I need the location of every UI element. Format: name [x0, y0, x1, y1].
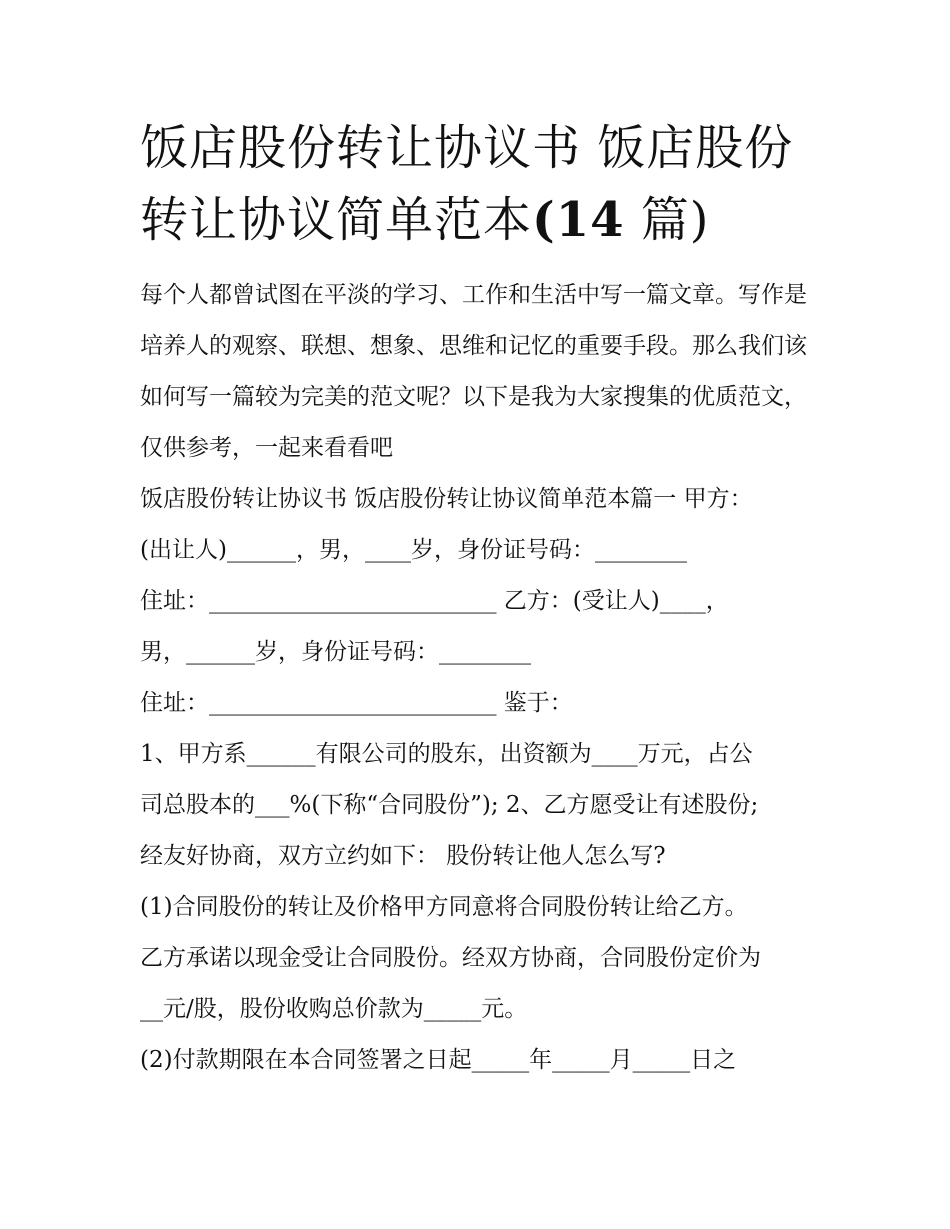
clause-1-line-a: 1、甲方系______有限公司的股东，出资额为____万元，占公	[140, 741, 753, 767]
clause-p1-line-a: (1)合同股份的转让及价格甲方同意将合同股份转让给乙方。	[140, 894, 748, 920]
party-b-info: 男，______岁，身份证号码：________	[140, 639, 531, 665]
party-a-info: (出让人)______，男，____岁，身份证号码：________	[140, 537, 687, 563]
title-line-1: 饭店股份转让协议书 饭店股份	[140, 120, 794, 176]
document-page	[140, 112, 820, 1086]
clause-1-line-b: 司总股本的___%(下称“合同股份”); 2、乙方愿受让有述股份;	[140, 792, 759, 818]
intro-paragraph: 每个人都曾试图在平淡的学习、工作和生活中写一篇文章。写作是培养人的观察、联想、想象、思维和记忆的重要手段。那么我们该如何写一篇较为完美的范文呢？以下是我为大家搜集的优质范文，仅供参考，一起来看看吧	[140, 282, 807, 461]
clause-1-line-c: 经友好协商，双方立约如下： 股份转让他人怎么写?	[140, 843, 666, 869]
section-heading-line: 饭店股份转让协议书 饭店股份转让协议简单范本篇一 甲方：	[140, 486, 753, 512]
clause-p1-line-c: __元/股，股份收购总价款为_____元。	[140, 996, 528, 1022]
clause-p2-line: (2)付款期限在本合同签署之日起_____年_____月_____日之	[140, 1047, 737, 1073]
party-b-address: 住址：_________________________ 鉴于：	[140, 690, 573, 716]
clause-p1-line-b: 乙方承诺以现金受让合同股份。经双方协商，合同股份定价为	[140, 945, 761, 971]
party-a-address: 住址：_________________________ 乙方：(受让人)____，	[140, 588, 729, 614]
title-count: (14	[532, 192, 625, 248]
title-end: 篇)	[640, 192, 710, 248]
title-line-2: 转让协议简单范本	[140, 192, 533, 248]
document-title	[140, 112, 820, 256]
